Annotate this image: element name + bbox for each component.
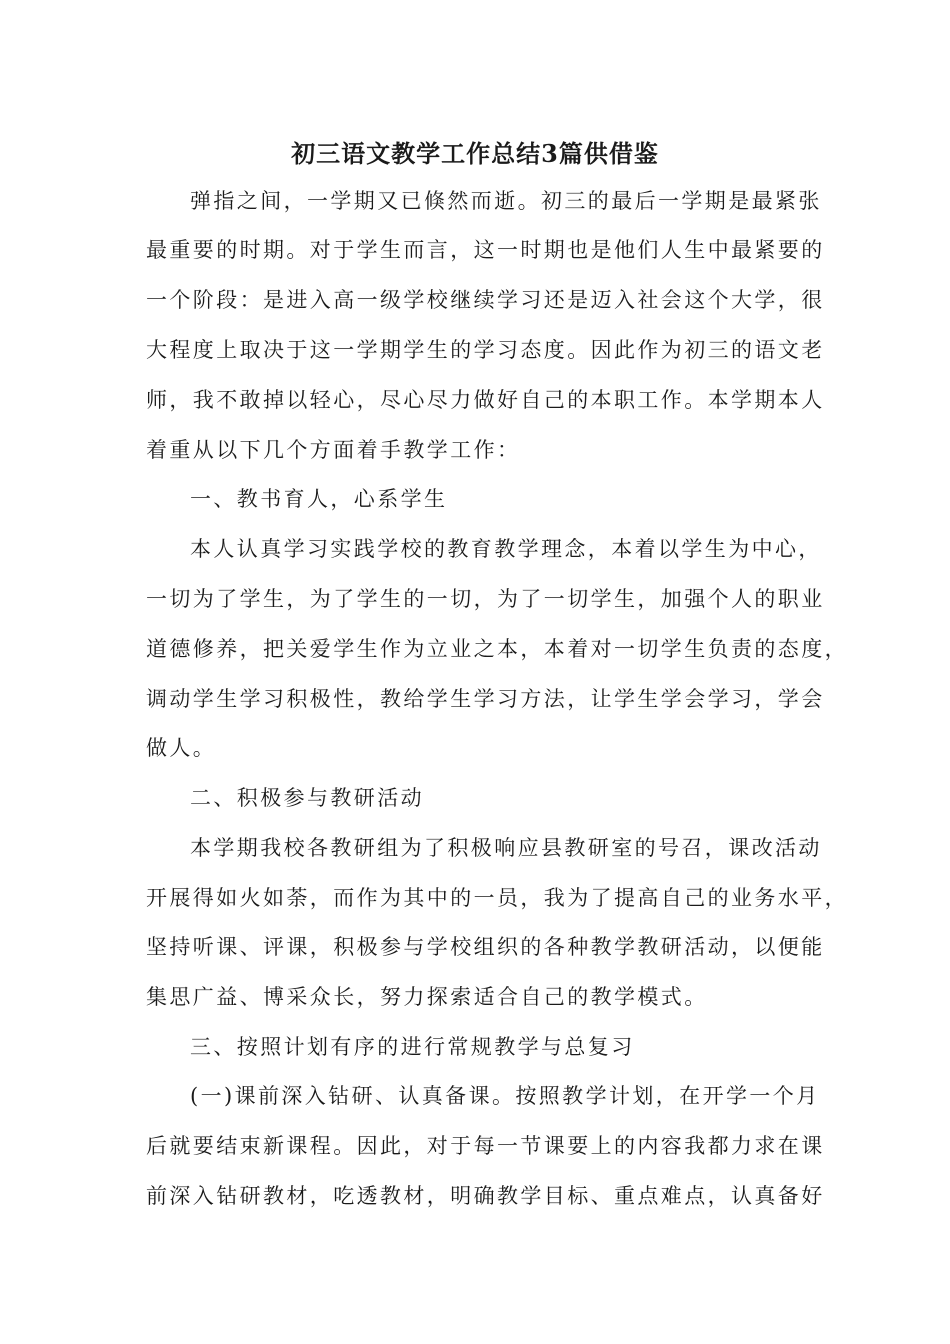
paragraph-line: 本学期我校各教研组为了积极响应县教研室的号召，课改活动 <box>190 836 822 860</box>
paragraph-line: 着重从以下几个方面着手教学工作： <box>146 438 521 462</box>
paragraph-line: 大程度上取决于这一学期学生的学习态度。因此作为初三的语文老 <box>146 338 825 362</box>
section-heading: 二、积极参与教研活动 <box>190 786 424 810</box>
paragraph-line: 前深入钻研教材，吃透教材，明确教学目标、重点难点，认真备好 <box>146 1184 825 1208</box>
paragraph-line: 弹指之间，一学期又已倏然而逝。初三的最后一学期是最紧张 <box>190 189 822 213</box>
paragraph-line: 本人认真学习实践学校的教育教学理念，本着以学生为中心， <box>190 537 822 561</box>
section-heading: 一、教书育人，心系学生 <box>190 487 448 511</box>
document-title: 初三语文教学工作总结3篇供借鉴 <box>291 139 659 168</box>
paragraph-line: 道德修养，把关爱学生作为立业之本，本着对一切学生负责的态度， <box>146 637 848 661</box>
section-heading: 三、按照计划有序的进行常规教学与总复习 <box>190 1035 635 1059</box>
paragraph-line: 最重要的时期。对于学生而言，这一时期也是他们人生中最紧要的 <box>146 238 825 262</box>
paragraph-line: 一切为了学生，为了学生的一切，为了一切学生，加强个人的职业 <box>146 587 825 611</box>
paragraph-line: 开展得如火如荼，而作为其中的一员，我为了提高自己的业务水平， <box>146 886 848 910</box>
paragraph-line: 坚持听课、评课，积极参与学校组织的各种教学教研活动，以便能 <box>146 935 825 959</box>
paragraph-line: 做人。 <box>146 736 217 760</box>
paragraph-line: 后就要结束新课程。因此，对于每一节课要上的内容我都力求在课 <box>146 1134 825 1158</box>
paragraph-line: 调动学生学习积极性，教给学生学习方法，让学生学会学习，学会 <box>146 687 825 711</box>
paragraph-line: 师，我不敢掉以轻心，尽心尽力做好自己的本职工作。本学期本人 <box>146 388 825 412</box>
paragraph-line: 一个阶段：是进入高一级学校继续学习还是迈入社会这个大学，很 <box>146 288 825 312</box>
paragraph-line: (一)课前深入钻研、认真备课。按照教学计划，在开学一个月 <box>190 1084 820 1108</box>
paragraph-line: 集思广益、博采众长，努力探索适合自己的教学模式。 <box>146 985 708 1009</box>
